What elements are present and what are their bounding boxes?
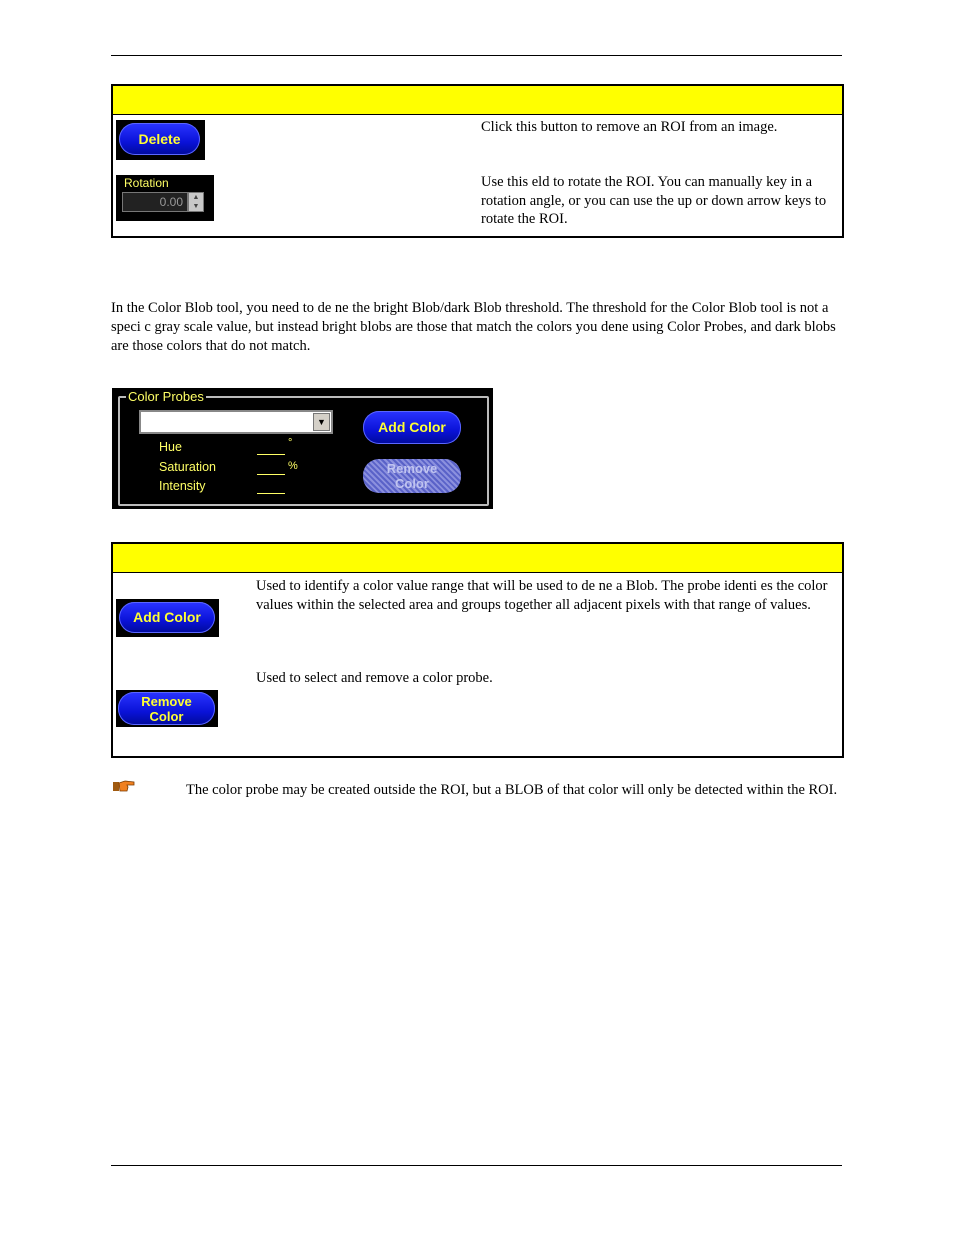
probes-legend: Color Probes [128, 389, 204, 404]
probe-buttons-table [111, 542, 844, 758]
remove-line1: Remove [386, 461, 438, 476]
saturation-unit: % [288, 460, 298, 472]
intensity-label: Intensity [159, 479, 206, 493]
probe-select[interactable] [139, 410, 333, 434]
hue-value-line [257, 454, 285, 455]
hue-unit: ° [288, 437, 293, 449]
add-color-button-frame [116, 599, 219, 637]
pointing-hand-icon [113, 779, 135, 793]
intensity-value-line [257, 493, 285, 494]
delete-button-frame [116, 120, 205, 160]
add-color-description: Used to identify a color value range that will be used to de ne a Blob. The probe identi es the color values within the selected area and groups together all adjacent pixels with that range of values. [256, 578, 828, 613]
body-paragraph: In the Color Blob tool, you need to de ne the bright Blob/dark Blob threshold. The threshold for the Color Blob tool is not a speci c gray scale value, but instead bright blobs are those that match the colors you dene using Color Probes, and dark blobs are those colors that do not match. [111, 300, 836, 354]
note-text: The color probe may be created outside the ROI, but a BLOB of that color will only be detected within the ROI. [186, 782, 838, 798]
top-rule [111, 55, 842, 56]
hue-label: Hue [159, 440, 182, 454]
rotation-input[interactable]: 0.00 [122, 192, 188, 212]
color-probes-panel [112, 388, 493, 509]
remove-color-description: Used to select and remove a color probe. [256, 670, 493, 686]
saturation-value-line [257, 474, 285, 475]
spin-down-icon[interactable]: ▼ [192, 202, 200, 210]
table-header [113, 86, 842, 115]
bottom-rule [111, 1165, 842, 1166]
rotation-description: Use this eld to rotate the ROI. You can manually key in a rotation angle, or you can use the up or down arrow keys to rotate the ROI. [481, 174, 827, 227]
spin-up-icon[interactable]: ▲ [192, 193, 200, 201]
rotation-widget [116, 175, 214, 221]
remove-line2: Color [395, 476, 429, 491]
remove-color-button-frame [116, 690, 218, 727]
rotation-spinner[interactable] [188, 192, 204, 212]
add-color-example-button[interactable]: Add Color [119, 602, 215, 633]
add-color-button[interactable]: Add Color [363, 411, 461, 444]
table-header [113, 544, 842, 573]
delete-button[interactable]: Delete [119, 123, 200, 155]
rotation-label: Rotation [124, 176, 169, 190]
remove-color-button-disabled[interactable] [363, 459, 461, 493]
chevron-down-icon[interactable]: ▼ [313, 413, 330, 431]
remove-btn-line1: Remove [141, 694, 192, 709]
remove-btn-line2: Color [149, 709, 184, 724]
delete-description: Click this button to remove an ROI from an image. [481, 119, 778, 135]
saturation-label: Saturation [159, 460, 216, 474]
remove-color-example-button[interactable] [118, 692, 215, 725]
